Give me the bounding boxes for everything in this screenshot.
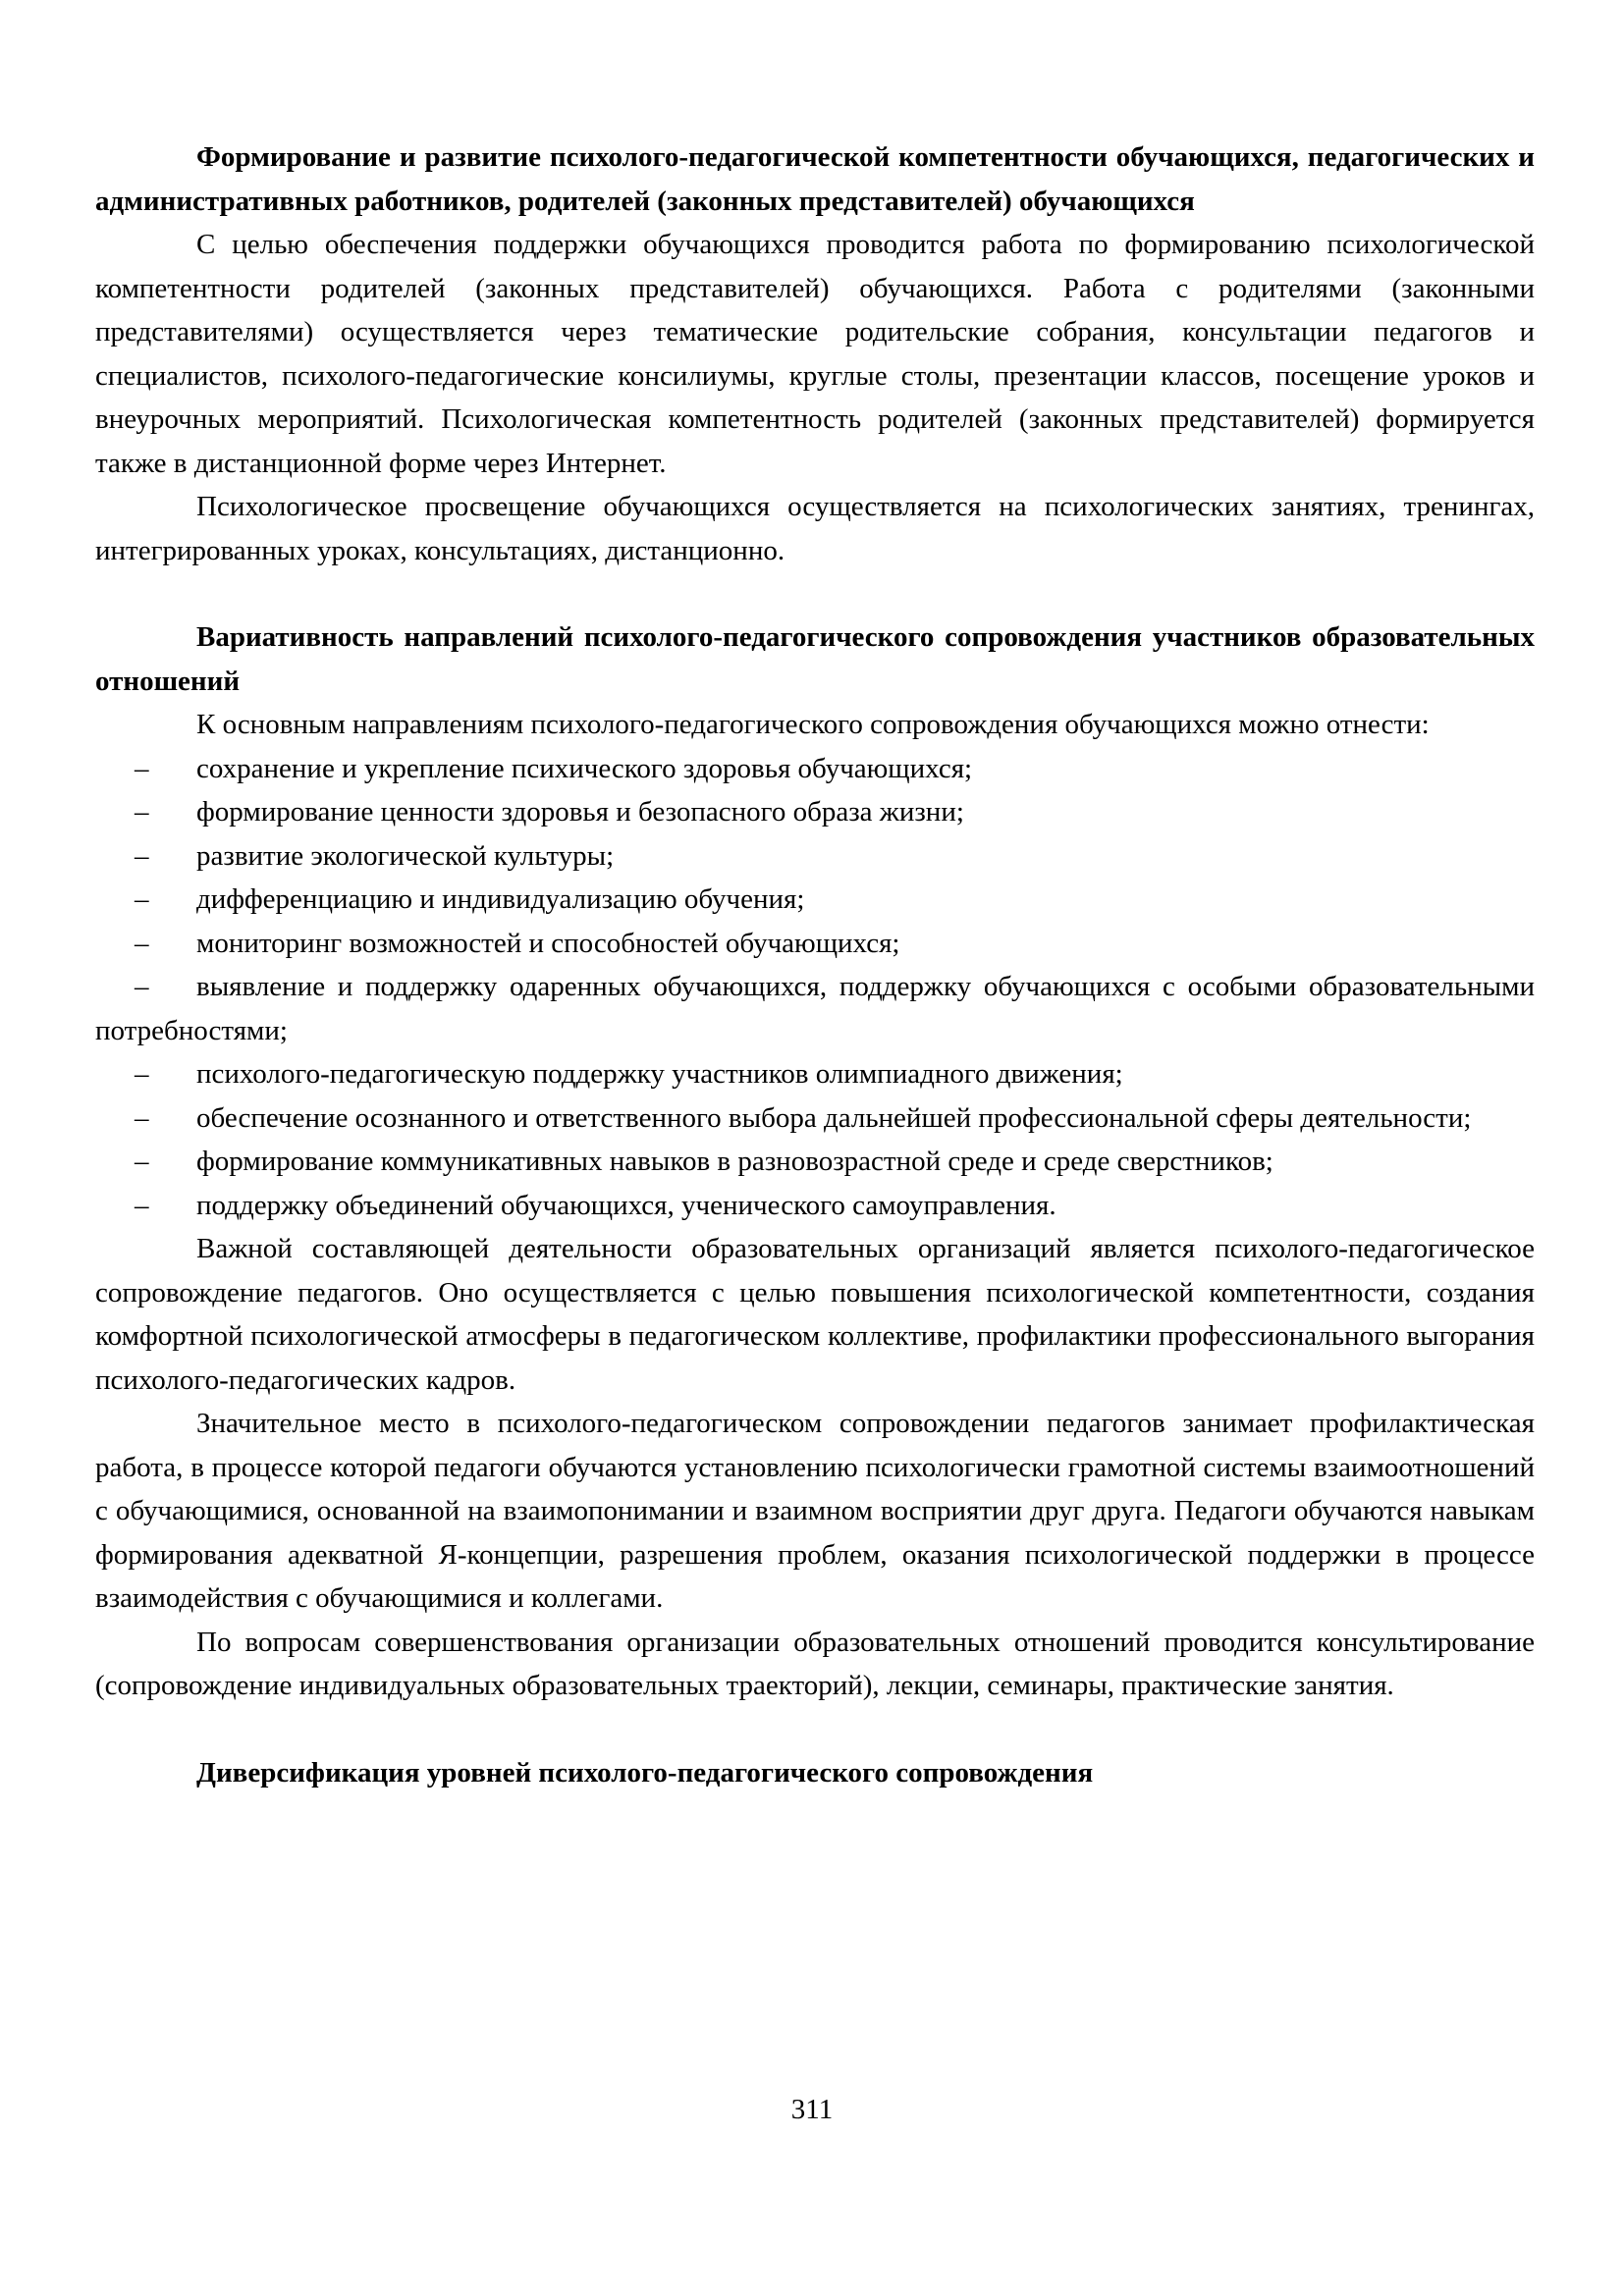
list-item-text: выявление и поддержку одаренных обучающихся, поддержку обучающихся с особыми образовательными потребностями;: [95, 971, 1535, 1046]
bullet-marker: –: [135, 971, 149, 1002]
paragraph: Важной составляющей деятельности образовательных организаций является психолого-педагогическое сопровождение педагогов. Оно осуществляется с целью повышения психологической компетентности, создания комфортной психологической атмосферы в педагогическом коллективе, профилактики профессионального выгорания психолого-педагогических кадров.: [95, 1233, 1535, 1396]
list-item: [95, 790, 1535, 834]
bullet-marker: –: [135, 1146, 149, 1177]
section-diversification: [95, 1751, 1535, 1795]
list-item: [95, 1052, 1535, 1096]
paragraph: По вопросам совершенствования организации образовательных отношений проводится консультирование (сопровождение индивидуальных образовательных траекторий), лекции, семинары, практические занятия.: [95, 1626, 1535, 1701]
bullet-marker: –: [135, 796, 149, 828]
page-number: 311: [790, 2094, 834, 2125]
bullet-marker: –: [135, 1058, 149, 1090]
section-directions: [95, 615, 1535, 1708]
list-item: [95, 1140, 1535, 1184]
list-item: [95, 878, 1535, 922]
section-competence: [95, 135, 1535, 572]
list-item-text: сохранение и укрепление психического здоровья обучающихся;: [196, 752, 973, 784]
document-page: [95, 135, 1535, 1794]
list-item-text: формирование ценности здоровья и безопасного образа жизни;: [196, 796, 964, 828]
paragraph: Психологическое просвещение обучающихся осуществляется на психологических занятиях, тренингах, интегрированных уроках, консультациях, дистанционно.: [95, 491, 1535, 566]
list-item-text: мониторинг возможностей и способностей обучающихся;: [196, 927, 900, 959]
bullet-list: [95, 747, 1535, 1228]
bullet-marker: –: [135, 839, 149, 872]
paragraph-intro: К основным направлениям психолого-педагогического сопровождения обучающихся можно отнести:: [196, 709, 1430, 740]
bullet-marker: –: [135, 752, 149, 784]
bullet-marker: –: [135, 1101, 149, 1134]
list-item: [95, 922, 1535, 966]
list-item-text: формирование коммуникативных навыков в разновозрастной среде и среде сверстников;: [196, 1146, 1273, 1177]
paragraph: Значительное место в психолого-педагогическом сопровождении педагогов занимает профилактическая работа, в процессе которой педагоги обучаются установлению психологически грамотной системы взаимоотношений с обучающимися, основанной на взаимопонимании и взаимном восприятии друг друга. Педагоги обучаются навыкам формирования адекватной Я-концепции, разрешения проблем, оказания психологической поддержки в процессе взаимодействия с обучающимися и коллегами.: [95, 1408, 1535, 1614]
bullet-marker: –: [135, 883, 149, 915]
list-item: [95, 1096, 1535, 1141]
section-heading: Вариативность направлений психолого-педагогического сопровождения участников образовательных отношений: [95, 621, 1535, 697]
list-item-text: обеспечение осознанного и ответственного выбора дальнейшей профессиональной сферы деятельности;: [196, 1101, 1472, 1134]
list-item: [95, 747, 1535, 791]
list-item-text: дифференциацию и индивидуализацию обучения;: [196, 883, 805, 915]
bullet-marker: –: [135, 1189, 149, 1221]
section-heading: Диверсификация уровней психолого-педагогического сопровождения: [196, 1756, 1094, 1789]
bullet-marker: –: [135, 927, 149, 959]
section-heading: Формирование и развитие психолого-педагогической компетентности обучающихся, педагогических и административных работников, родителей (законных представителей) обучающихся: [95, 141, 1535, 217]
list-item-text: поддержку объединений обучающихся, ученического самоуправления.: [196, 1189, 1056, 1221]
list-item: [95, 1184, 1535, 1228]
list-item-text: развитие экологической культуры;: [196, 839, 615, 872]
paragraph: С целью обеспечения поддержки обучающихся проводится работа по формированию психологической компетентности родителей (законных представителей) обучающихся. Работа с родителями (законными представителями) осуществляется через тематические родительские собрания, консультации педагогов и специалистов, психолого-педагогические консилиумы, круглые столы, презентации классов, посещение уроков и внеурочных мероприятий. Психологическая компетентность родителей (законных представителей) формируется также в дистанционной форме через Интернет.: [95, 229, 1535, 479]
list-item: [95, 834, 1535, 879]
list-item: [95, 965, 1535, 1052]
list-item-text: психолого-педагогическую поддержку участников олимпиадного движения;: [196, 1058, 1123, 1090]
